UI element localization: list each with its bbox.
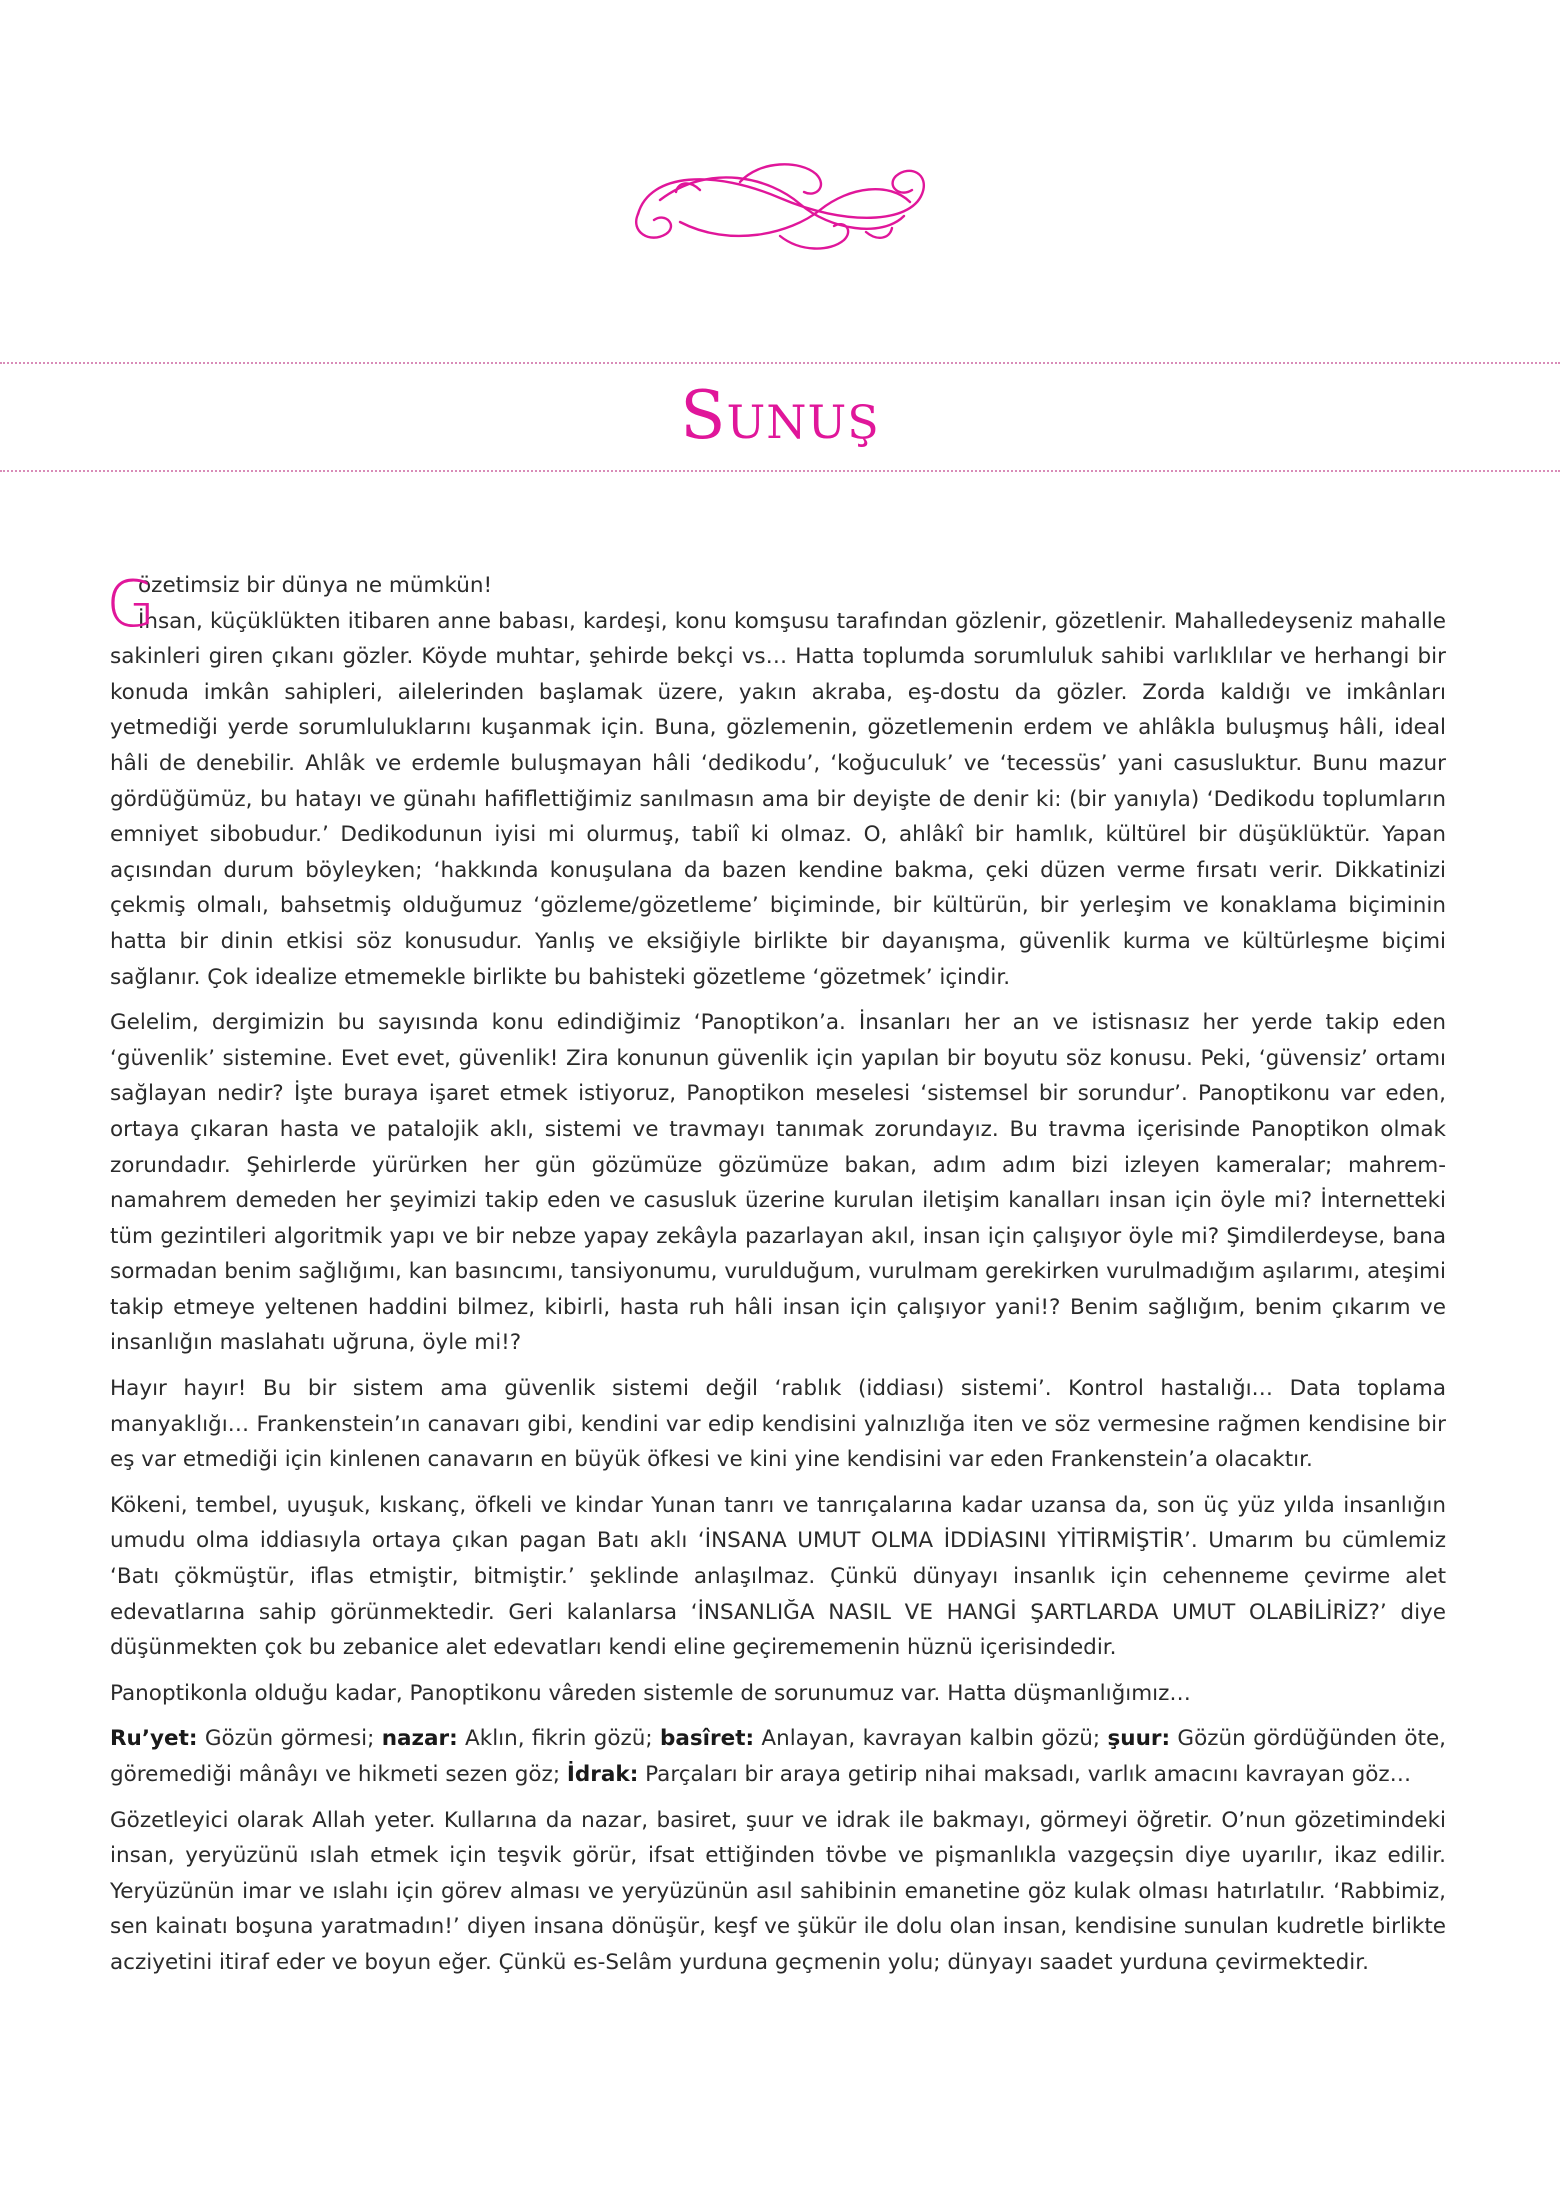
paragraph-sorun: Panoptikonla olduğu kadar, Panoptikonu vâreden sistemle de sorunumuz var. Hatta düşmanlığımız… — [110, 1680, 1191, 1706]
divider-top — [0, 362, 1560, 364]
paragraph-frankenstein: Hayır hayır! Bu bir sistem ama güvenlik sistemi değil ‘rablık (iddiası) sistemi’. Kontrol hastalığı… Data toplama manyaklığı… Frankenstein’ın canavarı gibi, kendini var edip kendisini yalnızlığa iten ve söz vermesine rağmen kendisine bir eş var etmediği için kinlenen canavarın en büyük öfkesi ve kini yine kendisini var eden Frankenstein’a olacaktır. — [110, 1376, 1446, 1473]
paragraph-panoptikon: Gelelim, dergimizin bu sayısında konu edindiğimiz ‘Panoptikon’a. İnsanları her an ve istisnasız her yerde takip eden ‘güvenlik’ sistemine. Evet evet, güvenlik! Zira konunun güvenlik için yapılan bir boyutu söz konusu. Peki, ‘güvensiz’ ortamı sağlayan nedir? İşte buraya işaret etmek istiyoruz, Panoptikon meselesi ‘sistemsel bir sorundur’. Panoptikonu var eden, ortaya çıkaran hasta ve patalojik aklı, sistemi ve travmayı tanımak zorundayız. Bu travma içerisinde Panoptikon olmak zorundadır. Şehirlerde yürürken her gün gözümüze gözümüze bakan, adım adım bizi izleyen kameralar; mahrem-namahrem demeden her şeyimizi takip eden ve casusluk üzerine kurulan iletişim kanalları insan için öyle mi? İnternetteki tüm gezintileri algoritmik yapı ve bir nebze yapay zekâyla pazarlayan akıl, insan için çalışıyor öyle mi? Şimdilerdeyse, bana sormadan benim sağlığımı, kan basıncımı, tansiyonumu, vurulduğum, vurulmam gerekirken vurulmadığım aşılarımı, ateşimi takip etmeye yeltenen haddini bilmez, kibirli, hasta ruh hâli insan için çalışıyor yani!? Benim sağlığım, benim çıkarım ve insanlığın maslahatı uğruna, öyle mi!? — [110, 1010, 1446, 1356]
def-idrak: Parçaları bir araya getirip nihai maksadı, varlık amacını kavrayan göz… — [638, 1762, 1412, 1787]
term-suur: şuur: — [1107, 1726, 1171, 1752]
def-nazar: Aklın, fikrin gözü; — [457, 1726, 660, 1752]
def-ruyet: Gözün görmesi; — [197, 1726, 382, 1752]
closing-paragraph: Gözetleyici olarak Allah yeter. Kullarına da nazar, basiret, şuur ve idrak ile bakmayı, görmeyi öğretir. O’nun gözetimindeki insan, yeryüzünü ıslah etmek için teşvik görür, ifsat ettiğinden tövbe ve pişmanlıkla vazgeçsin diye uyarılır, ikaz edilir. Yeryüzünün imar ve ıslahı için görev alması ve yeryüzünün asıl sahibinin emanetine göz kulak olması hatırlatılır. ‘Rabbimiz, sen kainatı boşuna yaratmadın!’ diyen insana dönüşür, keşf ve şükür ile dolu olan insan, kendisine sunulan kudretle birlikte acziyetini itiraf eder ve boyun eğer. Çünkü es-Selâm yurduna geçmenin yolu; dünyayı saadet yurduna çevirmektedir. — [110, 1807, 1446, 1975]
decorative-flourish-icon — [620, 152, 940, 262]
term-ruyet: Ru’yet: — [110, 1726, 198, 1752]
intro-paragraph — [106, 568, 1446, 995]
term-idrak: İdrak: — [566, 1762, 639, 1787]
article-body — [106, 568, 1446, 1991]
drop-cap: G — [106, 568, 156, 642]
intro-text: İnsan, küçüklükten itibaren anne babası, kardeşi, konu komşusu tarafından gözlenir, gözetlenir. Mahalledeyseniz mahalle sakinleri giren çıkanı gözler. Köyde muhtar, şehirde bekçi vs… Hatta toplumda sorumluluk sahibi varlıklılar ve herhangi bir konuda imkân sahipleri, ailelerinden başlamak üzere, yakın akraba, eş-dostu da gözler. Zorda kaldığı ve imkânları yetmediği yerde sorumluluklarını kuşanmak için. Buna, gözlemenin, gözetlemenin erdem ve ahlâkla buluşmuş hâli, ideal hâli de denebilir. Ahlâk ve erdemle buluşmayan hâli ‘dedikodu’, ‘koğuculuk’ ve ‘tecessüs’ yani casusluktur. Bunu mazur gördüğümüz, bu hatayı ve günahı hafiflettiğimiz sanılmasın ama bir deyişte de denir ki: (bir yanıyla) ‘Dedikodu toplumların emniyet sibobudur.’ Dedikodunun iyisi mi olurmuş, tabiî ki olmaz. O, ahlâkî bir hamlık, kültürel bir düşüklüktür. Yapan açısından durum böyleyken; ‘hakkında konuşulana da bazen kendine bakma, çeki düzen verme fırsatı verir. Dikkatinizi çekmiş olmalı, bahsetmiş olduğumuz ‘gözleme/gözetleme’ biçiminde, bir kültürün, bir yerleşim ve konaklama biçiminin hatta bir dinin etkisi söz konusudur. Yanlış ve eksiğiyle birlikte bir dayanışma, güvenlik kurma ve kültürleşme biçimi sağlanır. Çok idealize etmemekle birlikte bu bahisteki gözetleme ‘gözetmek’ içindir. — [110, 608, 1446, 990]
def-basiret: Anlayan, kavrayan kalbin gözü; — [754, 1726, 1108, 1752]
intro-first-line: özetimsiz bir dünya ne mümkün! — [138, 573, 493, 598]
term-basiret: basîret: — [659, 1726, 755, 1752]
term-nazar: nazar: — [381, 1726, 458, 1752]
divider-bottom — [0, 470, 1560, 472]
def-suur: Gözün gördüğünden öte, göremediği mânâyı ve hikmeti sezen göz; — [110, 1726, 1446, 1787]
definitions-paragraph — [110, 1721, 1446, 1792]
page-title: Sunuş — [680, 377, 880, 454]
paragraph-bati-akli: Kökeni, tembel, uyuşuk, kıskanç, öfkeli ve kindar Yunan tanrı ve tanrıçalarına kadar uzansa da, son üç yüz yılda insanlığın umudu olma iddiasıyla ortaya çıkan pagan Batı aklı ‘İNSANA UMUT OLMA İDDİASINI YİTİRMİŞTİR’. Umarım bu cümlemiz ‘Batı çökmüştür, iflas etmiştir, bitmiştir.’ şeklinde anlaşılmaz. Çünkü dünyayı insanlık için cehenneme çevirme alet edevatlarına sahip görünmektedir. Geri kalanlarsa ‘İNSANLIĞA NASIL VE HANGİ ŞARTLARDA UMUT OLABİLİRİZ?’ diye düşünmekten çok bu zebanice alet edevatları kendi eline geçirememenin hüznü içerisindedir. — [110, 1492, 1446, 1661]
